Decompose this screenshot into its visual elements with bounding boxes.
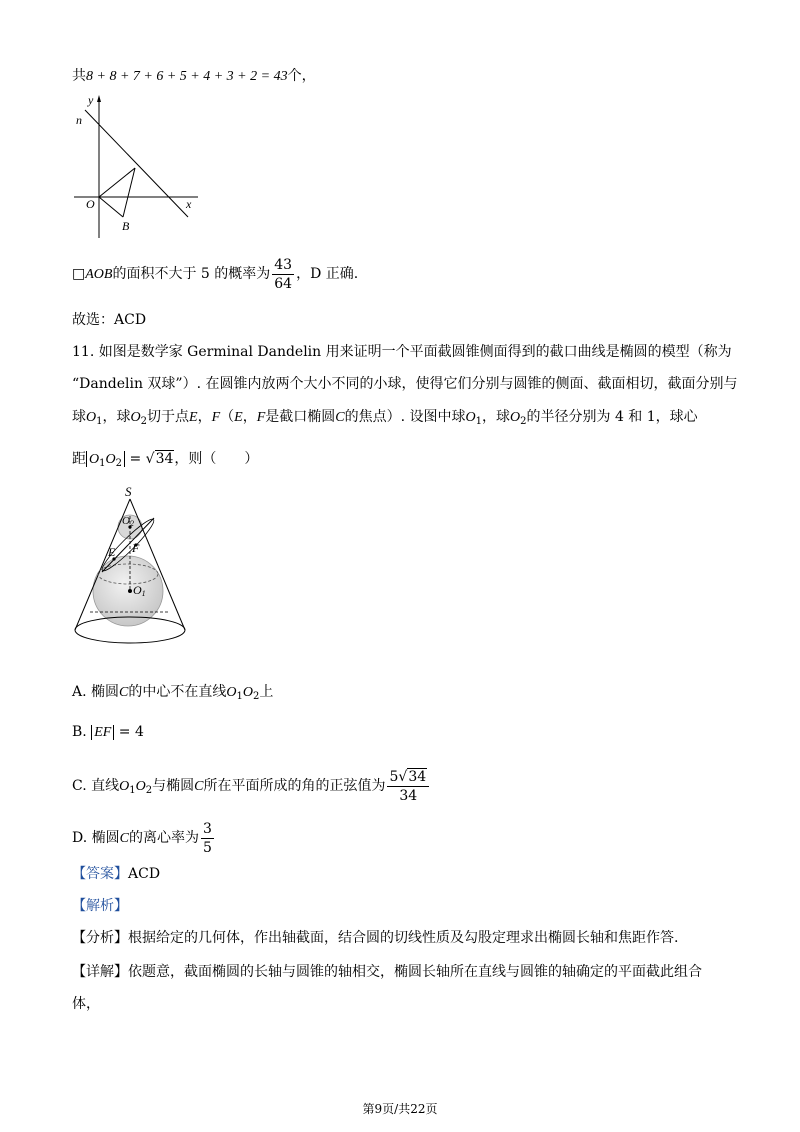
- jiexi-tag: 【解析】: [72, 898, 128, 914]
- xiangjie-line2: 体，: [72, 996, 100, 1012]
- option-a: A. 椭圆C的中心不在直线$O_1O_2$上: [72, 684, 274, 702]
- option-c: C. 直线$O_1O_2$与椭圆C所在平面所成的角的正弦值为 $\frac{5√34}{34}$: [72, 766, 431, 811]
- sine-fraction: $\frac{5√34}{34}$: [387, 768, 429, 805]
- x-axis-label: x: [186, 197, 192, 211]
- apex-s-label: S: [125, 484, 132, 499]
- option-d: D. 椭圆C的离心率为 $\frac{3}{5}$: [72, 820, 212, 856]
- fenxi-tag: 【分析】: [72, 930, 128, 946]
- xiangjie-line1: 【详解】依题意，截面椭圆的长轴与圆锥的轴相交，椭圆长轴所在直线与圆锥的轴确定的平面截此组合: [72, 964, 702, 980]
- choice-line: 故选：ACD: [72, 312, 147, 328]
- coordinate-figure: [70, 90, 200, 240]
- q11-line3: 球$O_1$，球$O_2$切于点E，F（E，F是截口椭圆C的焦点）. 设图中球$O_1$，球$O_2$的半径分别为 4 和 1，球心: [72, 409, 698, 427]
- line-n-label: n: [76, 113, 82, 127]
- answer-line: 【答案】ACD: [72, 866, 161, 882]
- eccentricity-fraction: $\frac{3}{5}$: [202, 820, 212, 856]
- count-expression: 8 + 8 + 7 + 6 + 5 + 4 + 3 + 2 = 43: [86, 69, 288, 84]
- page-footer: 第9页/共22页: [362, 1102, 438, 1116]
- q11-line4: 距 $O_1O_2 = √34$，则（ ）: [72, 451, 259, 469]
- jiexi-line: [72, 896, 128, 916]
- y-axis-label: y: [88, 93, 94, 107]
- origin-label: O: [86, 197, 95, 211]
- count-line: 共8 + 8 + 7 + 6 + 5 + 4 + 3 + 2 = 43个，: [72, 68, 316, 84]
- point-b-label: B: [122, 219, 130, 233]
- probability-line: □AOB的面积不大于 5 的概率为 $\frac{43}{64}$ ，D 正确.: [72, 256, 359, 292]
- xiangjie-tag: 【详解】: [72, 964, 128, 980]
- fenxi-line: 【分析】根据给定的几何体，作出轴截面，结合圆的切线性质及勾股定理求出椭圆长轴和焦距作答.: [72, 930, 679, 946]
- o1-label: O1: [133, 583, 146, 598]
- option-b: B. EF = 4: [72, 724, 144, 740]
- f-label: F: [132, 541, 140, 555]
- answer-tag: 【答案】: [72, 866, 128, 882]
- q11-line2: “Dandelin 双球”）. 在圆锥内放两个大小不同的小球，使得它们分别与圆锥的侧面、截面相切，截面分别与: [72, 376, 738, 392]
- o2-label: O2: [122, 515, 134, 528]
- probability-fraction: $\frac{43}{64}$: [274, 256, 293, 292]
- e-label: E: [108, 545, 116, 559]
- q11-line1: 11. 如图是数学家 Germinal Dandelin 用来证明一个平面截圆锥侧面得到的截口曲线是椭圆的模型（称为: [72, 344, 732, 360]
- dandelin-cone-figure: [70, 482, 200, 667]
